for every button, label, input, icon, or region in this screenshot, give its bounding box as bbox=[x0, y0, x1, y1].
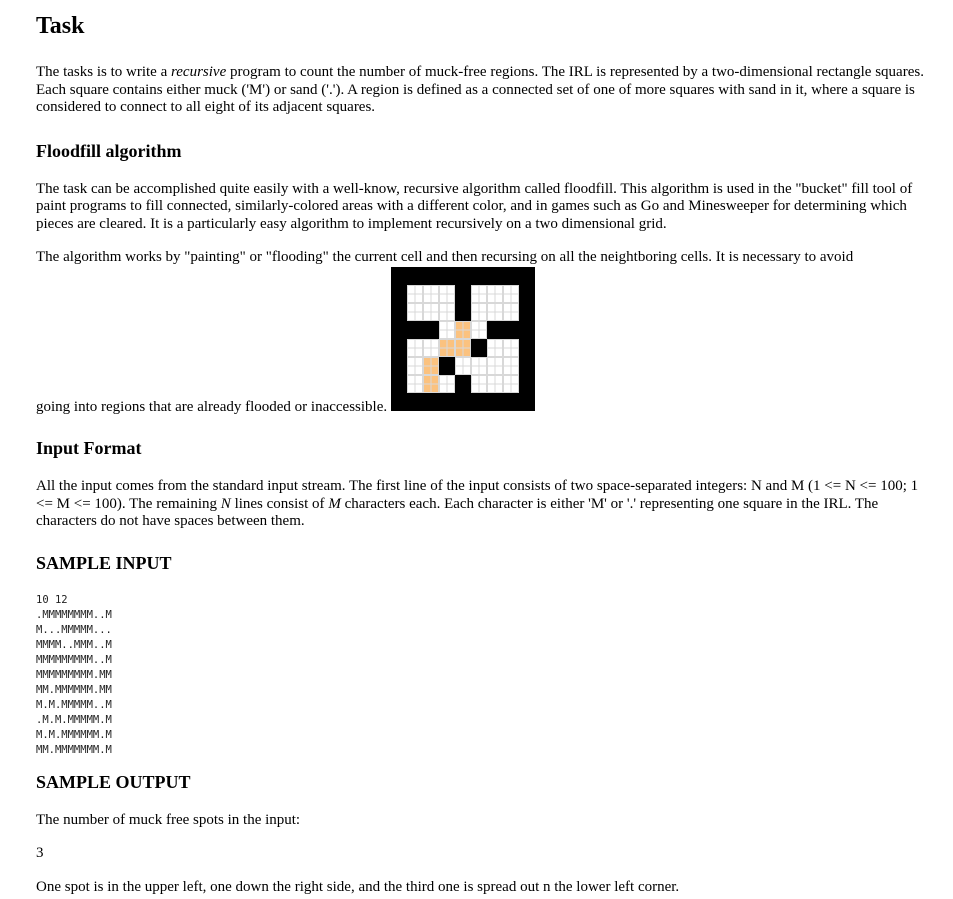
sample-input-block: 10 12 .MMMMMMMM..M M...MMMMM... MMMM..MMM..M MMMMMMMMM..M MMMMMMMMM.MM MM.MMMMMM.MM M.M.MMMMM..M .M.M.MMMMM.M M.M.MMMMMM.M MM.MMMMMMM.M bbox=[36, 593, 112, 756]
black-cell bbox=[519, 303, 535, 321]
black-cell bbox=[391, 321, 407, 339]
black-cell bbox=[391, 285, 407, 303]
sample-output-value: 3 bbox=[36, 845, 44, 861]
black-cell bbox=[519, 267, 535, 285]
black-cell bbox=[439, 393, 455, 411]
black-cell bbox=[519, 357, 535, 375]
black-cell bbox=[503, 393, 519, 411]
page-title: Task bbox=[36, 13, 85, 39]
intro-paragraph bbox=[36, 64, 933, 117]
intro-emphasis: recursive bbox=[170, 64, 227, 80]
black-cell bbox=[487, 393, 503, 411]
black-cell bbox=[503, 267, 519, 285]
black-cell bbox=[519, 393, 535, 411]
sample-output-explanation: One spot is in the upper left, one down the right side, and the third one is spread out n the lower left corner. bbox=[36, 878, 680, 895]
black-cell bbox=[391, 357, 407, 375]
black-cell bbox=[407, 267, 423, 285]
black-cell bbox=[455, 267, 471, 285]
black-cell bbox=[455, 303, 471, 321]
black-cell bbox=[439, 267, 455, 285]
black-cell bbox=[455, 393, 471, 411]
black-cell bbox=[391, 393, 407, 411]
black-cell bbox=[503, 321, 519, 339]
black-cell bbox=[423, 393, 439, 411]
black-cell bbox=[455, 285, 471, 303]
black-cell bbox=[439, 357, 455, 375]
input-format-m: M bbox=[328, 495, 341, 512]
input-format-n: N bbox=[220, 495, 231, 512]
floodfill-grid-figure bbox=[391, 267, 535, 417]
input-format-text-a: All the input comes from the standard input stream. The first line of the input consists of two space-separated integers: N and M (1 <= N <= 100; 1 <= M <= 100). The remaining bbox=[36, 478, 919, 512]
floodfill-paragraph-1: The task can be accomplished quite easily with a well-know, recursive algorithm called floodfill. This algorithm is used in the "bucket" fill tool of paint programs to fill connected, similarly-colored areas with a different color, and in games such as Go and Minesweeper for determining which pieces are cleared. It is a particularly easy algorithm to implement recursively on a two dimensional grid. bbox=[36, 180, 913, 232]
black-cell bbox=[407, 321, 423, 339]
intro-text-1: The tasks is to write a bbox=[36, 64, 171, 80]
black-cell bbox=[391, 267, 407, 285]
floodfill-continuation bbox=[36, 267, 933, 417]
black-cell bbox=[407, 393, 423, 411]
sample-input-heading: SAMPLE INPUT bbox=[36, 552, 172, 573]
black-cell bbox=[391, 303, 407, 321]
floodfill-paragraph-2: The algorithm works by "painting" or "flooding" the current cell and then recursing on all the neightboring cells. It is necessary to avoid bbox=[36, 249, 854, 265]
sample-output-label: The number of muck free spots in the input: bbox=[36, 811, 301, 828]
input-format-text-c: characters each. Each character is either 'M' or '.' representing one square in the IRL. The characters do not have spaces between them. bbox=[36, 495, 879, 529]
black-cell bbox=[519, 321, 535, 339]
black-cell bbox=[423, 267, 439, 285]
black-cell bbox=[471, 339, 487, 357]
black-cell bbox=[487, 321, 503, 339]
black-cell bbox=[391, 339, 407, 357]
floodfill-grid-svg bbox=[391, 267, 535, 411]
intro-text-2: program to count the number of muck-free regions. The IRL is represented by a two-dimensional rectangle squares. Each square contains either muck ('M') or sand ('.'). A region is defined as a connected set of one of more squares with sand in it, where a square is considered to connect to all eight of its adjacent squares. bbox=[36, 64, 924, 115]
input-format-paragraph bbox=[36, 478, 933, 531]
floodfill-paragraph-2-end: going into regions that are already flooded or inaccessible. bbox=[36, 398, 388, 415]
black-cell bbox=[455, 375, 471, 393]
black-cell bbox=[471, 393, 487, 411]
floodfill-heading: Floodfill algorithm bbox=[36, 140, 182, 161]
input-format-heading: Input Format bbox=[36, 438, 142, 458]
black-cell bbox=[423, 321, 439, 339]
black-cell bbox=[471, 267, 487, 285]
sample-output-heading: SAMPLE OUTPUT bbox=[36, 771, 191, 792]
black-cell bbox=[519, 375, 535, 393]
black-cell bbox=[519, 339, 535, 357]
black-cell bbox=[519, 285, 535, 303]
black-cell bbox=[487, 267, 503, 285]
black-cell bbox=[391, 375, 407, 393]
input-format-text-b: lines consist of bbox=[230, 495, 329, 512]
